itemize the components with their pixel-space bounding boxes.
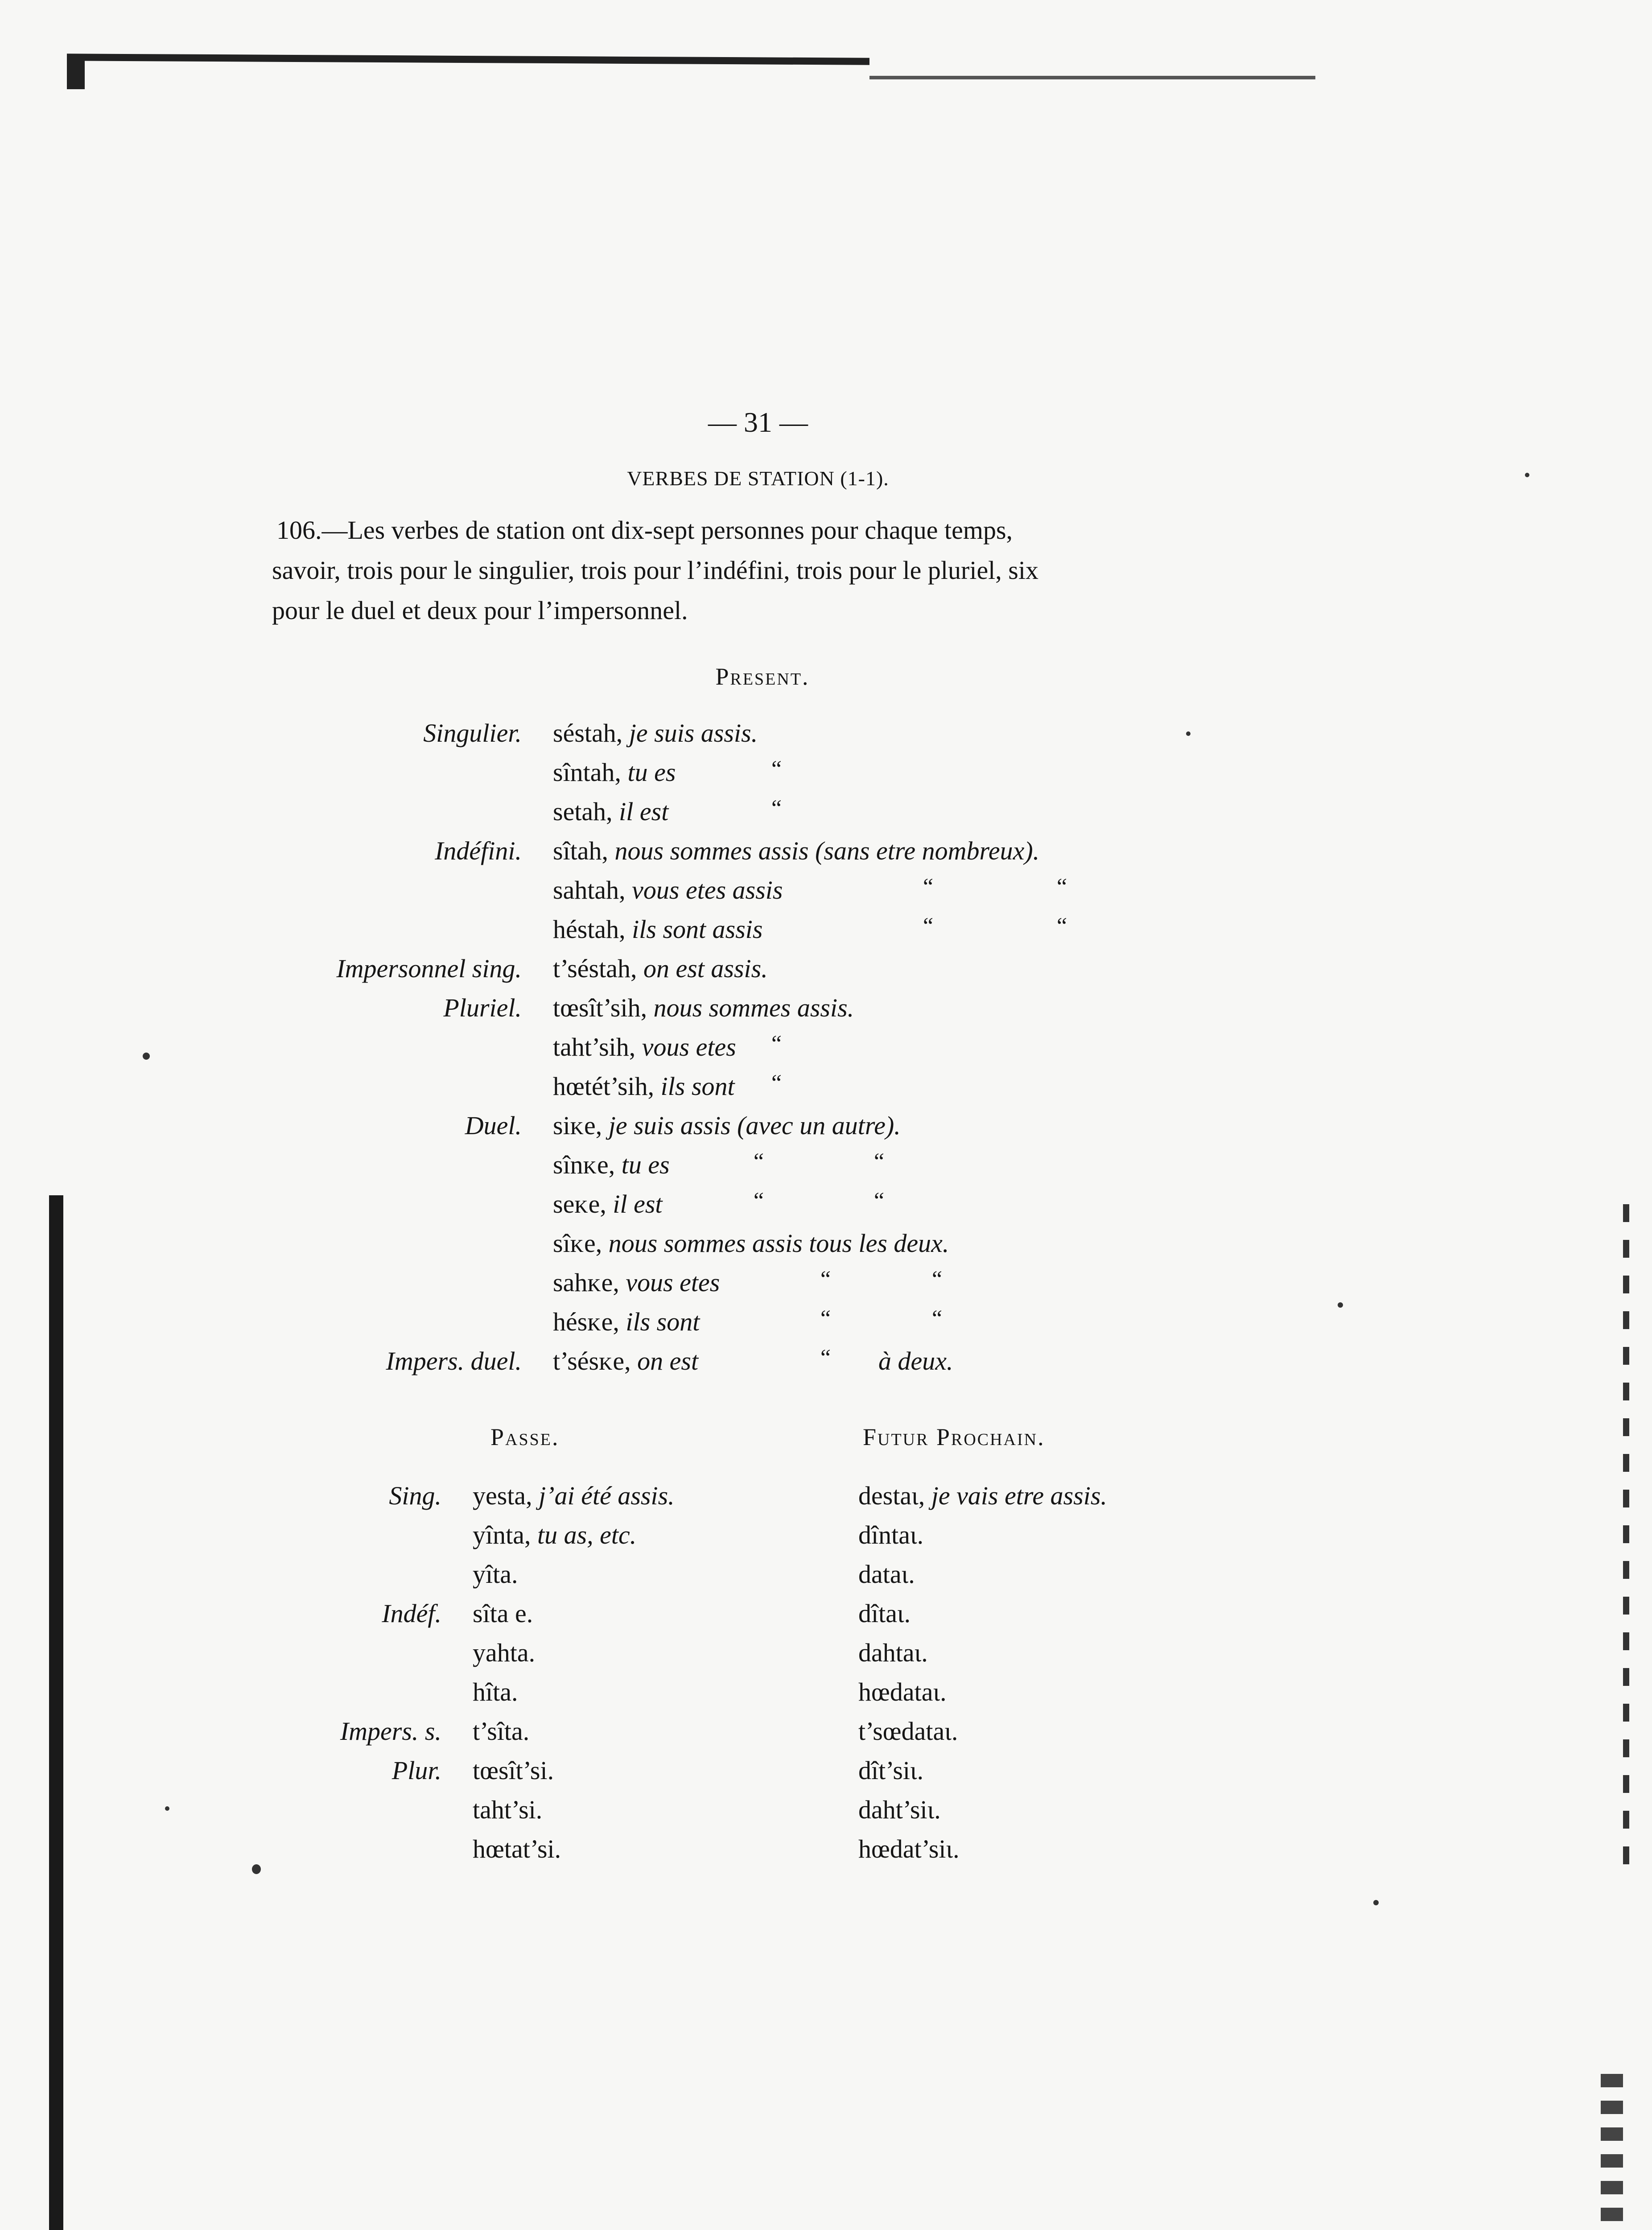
verb-form: yesta, [473, 1481, 539, 1510]
speck [1186, 731, 1191, 736]
verb-form: sîᴋe, [553, 1229, 609, 1258]
ditto-mark: “ [932, 1267, 943, 1292]
gloss: il est [619, 797, 669, 826]
gloss: nous sommes assis. [653, 993, 854, 1022]
conjugation-form [473, 1483, 675, 1509]
verb-form: hœdat’siɩ. [858, 1834, 960, 1863]
verb-form: t’séstah, [553, 954, 643, 983]
speck [165, 1806, 169, 1811]
conjugation-form [553, 720, 758, 746]
row-label: Impers. duel. [386, 1346, 522, 1375]
ditto-mark: “ [820, 1306, 831, 1331]
ditto-mark: “ [820, 1267, 831, 1292]
verb-form: yahta. [473, 1638, 536, 1667]
ditto-mark: “ [754, 1149, 764, 1174]
conjugation-form [553, 1074, 735, 1099]
verb-form: hœdataɩ. [858, 1677, 947, 1706]
conjugation-form [553, 1231, 949, 1256]
passe-heading: Passe. [490, 1424, 560, 1450]
conjugation-form [473, 1561, 518, 1587]
gloss: ils sont assis [632, 915, 763, 944]
conjugation-form [553, 1034, 736, 1060]
speck [252, 1864, 261, 1874]
gloss: je suis assis. [629, 719, 758, 747]
conjugation-form [553, 877, 783, 903]
row-label: Plur. [391, 1756, 441, 1785]
conjugation-form [473, 1522, 636, 1548]
section-title: VERBES DE STATION (1-1). [627, 467, 889, 490]
present-heading: Present. [715, 663, 810, 690]
verb-form: t’sœdataɩ. [858, 1717, 958, 1746]
gloss: il est [613, 1189, 663, 1218]
paragraph-line: pour le duel et deux pour l’impersonnel. [272, 596, 688, 625]
gloss: tu es [627, 758, 676, 787]
gloss: ils sont [626, 1307, 700, 1336]
conjugation-form [473, 1718, 529, 1744]
verb-form: t’sîta. [473, 1717, 530, 1746]
futur-heading: Futur Prochain. [863, 1424, 1045, 1450]
verb-form: hésᴋe, [553, 1307, 626, 1336]
conjugation-form [553, 760, 676, 785]
ditto-mark: “ [820, 1345, 831, 1371]
verb-form: hîta. [473, 1677, 518, 1706]
verb-form: dahtaɩ. [858, 1638, 928, 1667]
row-label: Indéf. [382, 1599, 441, 1628]
scan-edge-right [1623, 1204, 1629, 1873]
ditto-mark: “ [771, 796, 782, 821]
speck [1525, 473, 1529, 477]
conjugation-form [858, 1758, 923, 1784]
conjugation-form [553, 995, 854, 1021]
scan-corner-mark [67, 58, 85, 89]
conjugation-form [858, 1640, 928, 1666]
ditto-mark: “ [923, 913, 934, 939]
conjugation-form [473, 1679, 518, 1705]
verb-form: taht’si. [473, 1795, 543, 1824]
verb-form: sîta e. [473, 1599, 533, 1628]
gloss: j’ai été assis. [539, 1481, 675, 1510]
conjugation-form [473, 1758, 554, 1784]
speck [143, 1053, 150, 1060]
verb-form: setah, [553, 797, 619, 826]
gloss: nous sommes assis (sans etre nombreux). [614, 836, 1040, 865]
gloss: je vais etre assis. [931, 1481, 1107, 1510]
conjugation-form [858, 1797, 941, 1823]
conjugation-form [553, 1348, 698, 1374]
verb-form: héstah, [553, 915, 632, 944]
verb-form: séstah, [553, 719, 629, 747]
verb-form: sîtah, [553, 836, 615, 865]
conjugation-form [553, 1309, 700, 1335]
gloss: on est [637, 1346, 699, 1375]
verb-form: dîtaɩ. [858, 1599, 911, 1628]
ditto-mark: “ [754, 1188, 764, 1214]
row-label: Impersonnel sing. [336, 954, 522, 983]
verb-form: siᴋe, [553, 1111, 609, 1140]
conjugation-form [553, 917, 763, 942]
conjugation-form [858, 1836, 960, 1862]
conjugation-form [858, 1679, 947, 1705]
page-number: — 31 — [708, 406, 808, 438]
gloss: vous etes [626, 1268, 720, 1297]
verb-form: tœsît’si. [473, 1756, 554, 1785]
row-label: Singulier. [423, 719, 522, 747]
gloss: tu es [621, 1150, 670, 1179]
speck [1338, 1302, 1343, 1308]
conjugation-form [553, 838, 1039, 864]
row-label: Indéfini. [435, 836, 522, 865]
row-label: Impers. s. [340, 1717, 441, 1746]
conjugation-form [473, 1601, 533, 1627]
conjugation-form [553, 799, 668, 825]
conjugation-form [858, 1483, 1107, 1509]
verb-form: hœtét’sih, [553, 1072, 661, 1101]
gloss-tail: à deux. [878, 1346, 953, 1375]
verb-form: destaɩ, [858, 1481, 931, 1510]
ditto-mark: “ [874, 1188, 885, 1214]
verb-form: dît’siɩ. [858, 1756, 924, 1785]
gloss: vous etes assis [632, 875, 783, 904]
conjugation-form [858, 1522, 923, 1548]
speck [1373, 1900, 1379, 1905]
ditto-mark: “ [874, 1149, 885, 1174]
conjugation-form [473, 1797, 542, 1823]
verb-form: dataɩ. [858, 1560, 915, 1589]
ditto-mark: “ [771, 756, 782, 782]
ditto-mark: “ [1057, 913, 1067, 939]
conjugation-form [858, 1561, 915, 1587]
scan-edge-top-faint [869, 76, 1315, 79]
conjugation-form [553, 956, 768, 982]
verb-form: sahtah, [553, 875, 632, 904]
verb-form: yîta. [473, 1560, 518, 1589]
verb-form: dîntaɩ. [858, 1520, 924, 1549]
conjugation-form [858, 1601, 910, 1627]
gloss: tu as, etc. [537, 1520, 637, 1549]
verb-form: sahᴋe, [553, 1268, 626, 1297]
row-label: Duel. [465, 1111, 522, 1140]
gloss: ils sont [660, 1072, 735, 1101]
ditto-mark: “ [771, 1031, 782, 1057]
verb-form: daht’siɩ. [858, 1795, 941, 1824]
scan-edge-top [67, 54, 869, 65]
verb-form: sîntah, [553, 758, 628, 787]
conjugation-form [473, 1640, 535, 1666]
row-label: Pluriel. [443, 993, 522, 1022]
gloss: nous sommes assis tous les deux. [608, 1229, 949, 1258]
conjugation-form [858, 1718, 958, 1744]
ditto-mark: “ [932, 1306, 943, 1331]
gloss: je suis assis (avec un autre). [608, 1111, 901, 1140]
conjugation-form [553, 1191, 663, 1217]
verb-form: sînᴋe, [553, 1150, 622, 1179]
scan-edge-right-lower [1601, 2074, 1623, 2230]
paragraph-line: savoir, trois pour le singulier, trois pour l’indéfini, trois pour le pluriel, six [272, 556, 1038, 585]
conjugation-form [553, 1270, 720, 1296]
verb-form: taht’sih, [553, 1032, 642, 1061]
verb-form: yînta, [473, 1520, 537, 1549]
ditto-mark: “ [1057, 874, 1067, 900]
gloss: on est assis. [643, 954, 768, 983]
verb-form: tœsît’sih, [553, 993, 654, 1022]
ditto-mark: “ [771, 1070, 782, 1096]
conjugation-form [553, 1152, 670, 1178]
verb-form: t’sésᴋe, [553, 1346, 638, 1375]
gloss: vous etes [642, 1032, 736, 1061]
ditto-mark: “ [923, 874, 934, 900]
conjugation-form [553, 1113, 901, 1139]
row-label: Sing. [389, 1481, 441, 1510]
paragraph-line: 106.—Les verbes de station ont dix-sept personnes pour chaque temps, [276, 516, 1013, 545]
verb-form: hœtat’si. [473, 1834, 561, 1863]
verb-form: seᴋe, [553, 1189, 613, 1218]
conjugation-form [473, 1836, 561, 1862]
